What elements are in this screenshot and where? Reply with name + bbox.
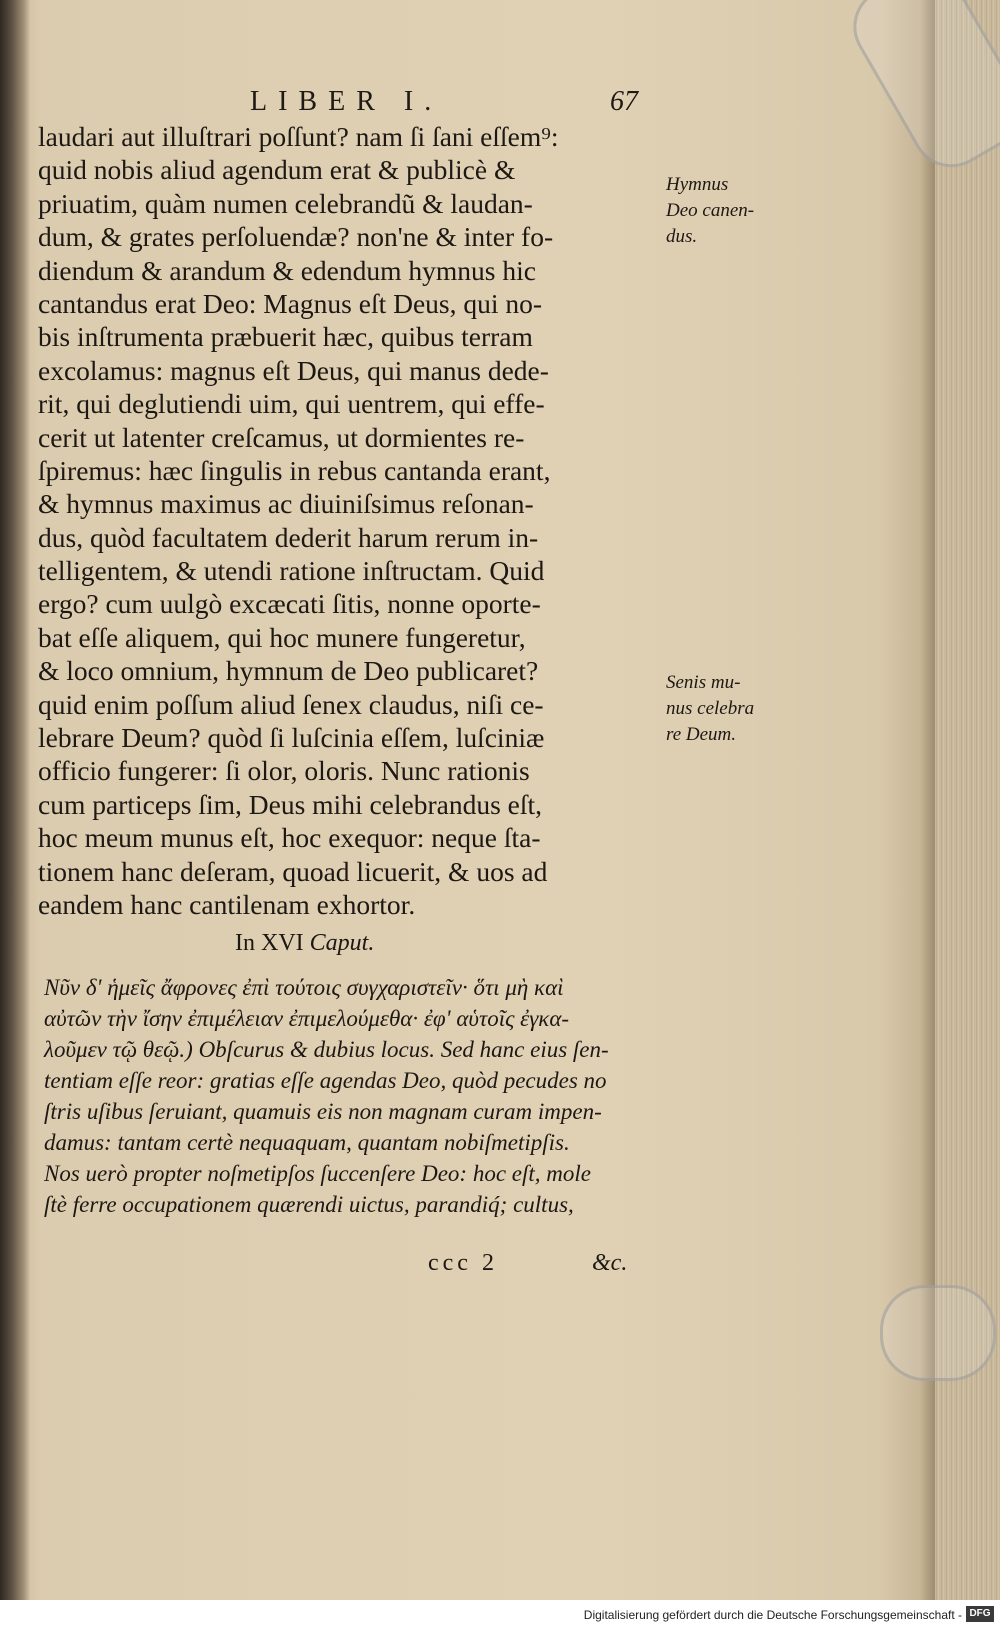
commentary-line: αὐτῶν τὴν ἴσην ἐπιμέλειαν ἐπιμελούμεθα· ἐφ' αὑτοῖς ἐγκα- xyxy=(44,1006,570,1031)
text-line: rit, qui deglutiendi uim, qui uentrem, qui effe- xyxy=(38,388,545,420)
text-line: cum particeps ſim, Deus mihi celebrandus eſt, xyxy=(38,788,543,820)
marginal-note-line: Hymnus xyxy=(666,174,729,195)
text-line: ſpiremus: hæc ſingulis in rebus cantanda erant, xyxy=(38,454,551,486)
page-number: 67 xyxy=(610,86,638,117)
commentary-line: λοῦμεν τῷ θεῷ.) Obſcurus & dubius locus. Sed hanc eius ſen- xyxy=(44,1037,609,1062)
text-line: bat eſſe aliquem, qui hoc munere fungeretur, xyxy=(38,621,526,653)
text-line: cantandus erat Deo: Magnus eſt Deus, qui no- xyxy=(38,287,543,319)
text-line: quid enim poſſum aliud ſenex claudus, niſi ce- xyxy=(38,688,544,720)
marginal-note-hymnus xyxy=(666,172,754,250)
text-line: hoc meum munus eſt, hoc exequor: neque ſta- xyxy=(38,822,541,854)
marginal-note-senis xyxy=(666,670,754,748)
marginal-note-line: Senis mu- xyxy=(666,672,741,693)
running-title: LIBER I. xyxy=(250,86,443,117)
text-line: diendum & arandum & edendum hymnus hic xyxy=(38,254,536,286)
marginal-note-line: nus celebra xyxy=(666,698,755,719)
text-line: telligentem, & utendi ratione inſtructam. Quid xyxy=(38,555,545,587)
text-line: bis inſtrumenta præbuerit hæc, quibus terram xyxy=(38,321,533,353)
section-heading xyxy=(235,930,374,957)
commentary-line: damus: tantam certè nequaquam, quantam nobiſmetipſis. xyxy=(44,1130,570,1155)
text-line: quid nobis aliud agendum erat & publicè & xyxy=(38,154,516,186)
text-line: excolamus: magnus eſt Deus, qui manus dede- xyxy=(38,354,549,386)
text-line: lebrare Deum? quòd ſi luſcinia eſſem, luſciniæ xyxy=(38,722,545,754)
section-heading-prefix: In XVI xyxy=(235,930,304,956)
text-line: officio fungerer: ſi olor, oloris. Nunc rationis xyxy=(38,755,530,787)
text-line: dum, & grates perſoluendæ? non'ne & inter fo- xyxy=(38,221,554,253)
marginal-note-line: re Deum. xyxy=(666,724,736,745)
text-line: dus, quòd facultatem dederit harum rerum in- xyxy=(38,521,539,553)
text-line: cerit ut latenter creſcamus, ut dormientes re- xyxy=(38,421,525,453)
text-line: & hymnus maximus ac diuiniſsimus reſonan- xyxy=(38,488,534,520)
main-text-block xyxy=(38,120,658,921)
catchword: &c. xyxy=(592,1250,628,1276)
marginal-note-line: Deo canen- xyxy=(666,200,755,221)
commentary-line: Nos uerò propter noſmetipſos ſuccenſere Deo: hoc eſt, mole xyxy=(44,1161,591,1186)
commentary-line: tentiam eſſe reor: gratias eſſe agendas Deo, quòd pecudes no xyxy=(44,1068,607,1093)
text-line: & loco omnium, hymnum de Deo publicaret? xyxy=(38,655,539,687)
text-line: eandem hanc cantilenam exhortor. xyxy=(38,888,416,920)
commentary-line: ſtris uſibus ſeruiant, quamuis eis non magnam curam impen- xyxy=(44,1099,602,1124)
marginal-note-line: dus. xyxy=(666,226,698,247)
page-clip-bottom xyxy=(880,1285,996,1381)
signature-mark: ccc 2 xyxy=(428,1250,498,1276)
text-line: laudari aut illuſtrari poſſunt? nam ſi ſani eſſem⁹: xyxy=(38,121,559,152)
dfg-logo: DFG xyxy=(966,1606,994,1622)
text-line: ergo? cum uulgò excæcati ſitis, nonne oporte- xyxy=(38,588,541,620)
digitization-footer xyxy=(0,1600,1000,1630)
section-heading-caput: Caput. xyxy=(309,930,375,956)
commentary-line: Νῦν δ' ἡμεῖς ἄφρονες ἐπὶ τούτοις συγχαριστεῖν· ὅτι μὴ καὶ xyxy=(44,975,564,1000)
footer-credit-text: Digitalisierung gefördert durch die Deutsche Forschungsgemeinschaft - xyxy=(583,1608,962,1622)
book-spine xyxy=(0,0,30,1630)
text-line: tionem hanc deſeram, quoad licuerit, & uos ad xyxy=(38,855,548,887)
commentary-line: ſtè ferre occupationem quærendi uictus, parandiq́; cultus, xyxy=(44,1192,574,1217)
text-line: priuatim, quàm numen celebrandũ & laudan- xyxy=(38,187,533,219)
commentary-block xyxy=(44,972,664,1220)
